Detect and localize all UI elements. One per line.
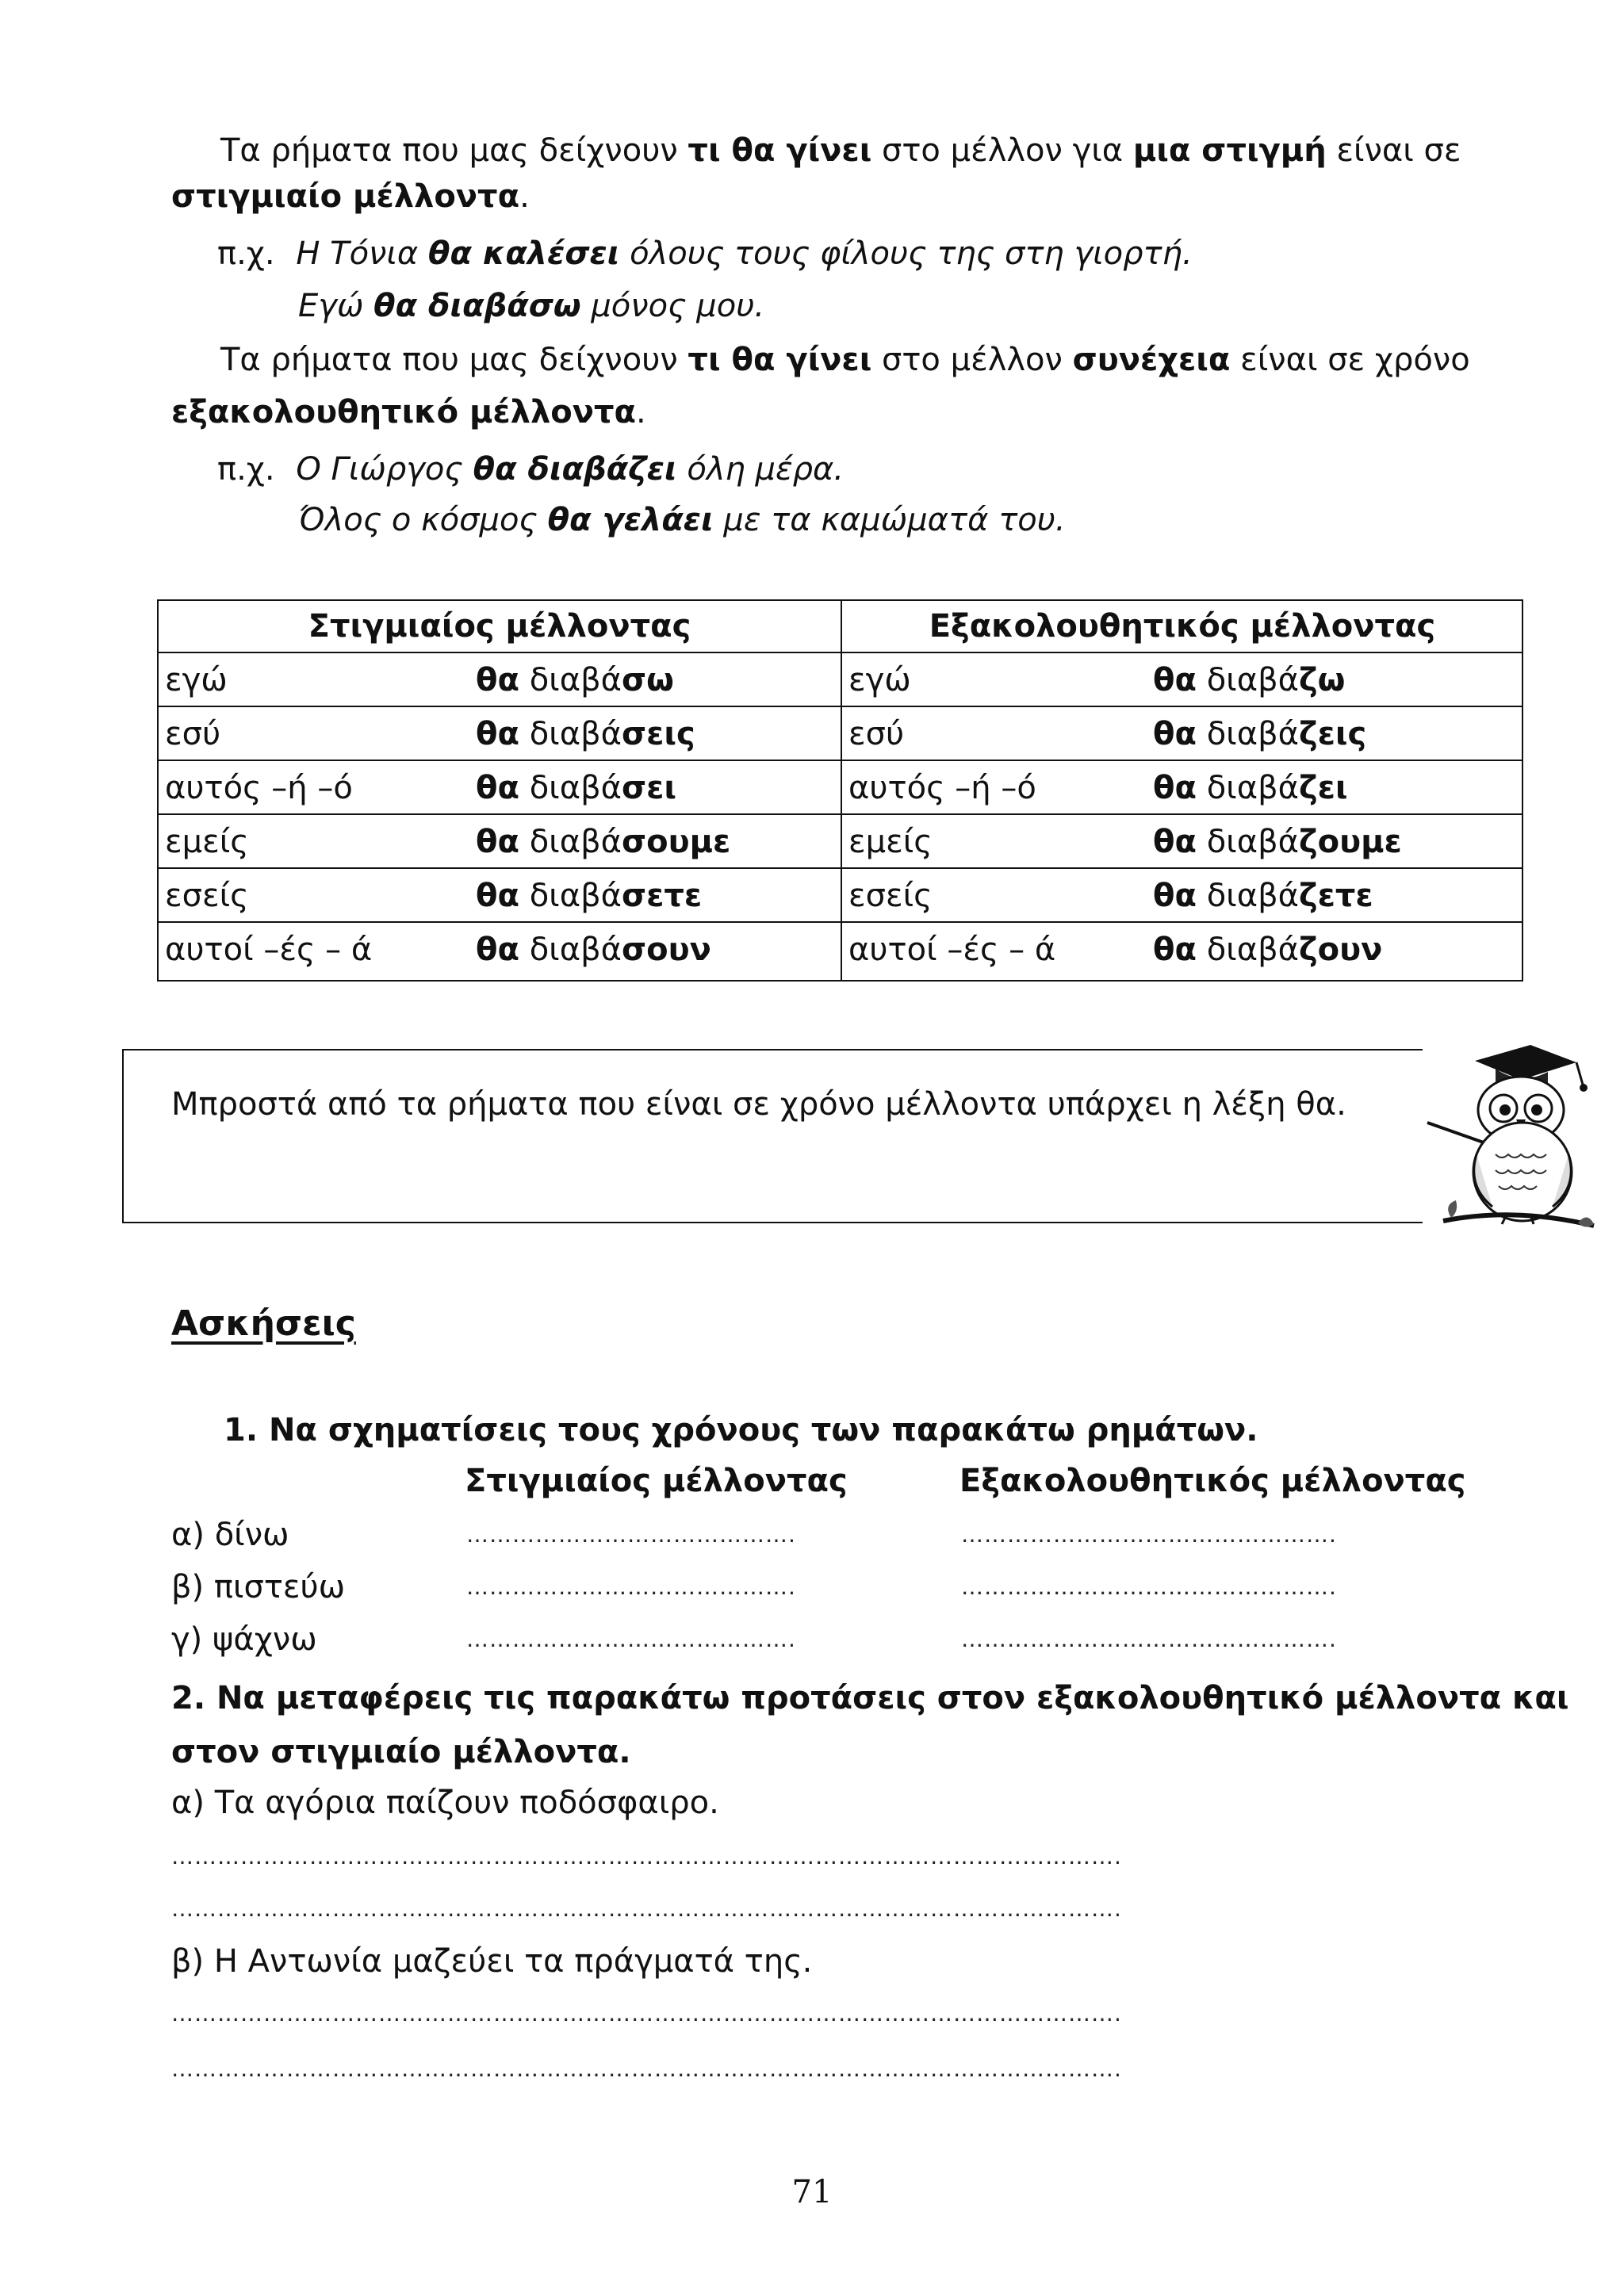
example-sentence: Ο Γιώργος θα διαβάζει όλη μέρα.: [296, 451, 845, 488]
exercise-2-title-line-1: 2. Να μεταφέρεις τις παρακάτω προτάσεις στον εξακολουθητικό μέλλοντα και: [171, 1680, 1569, 1716]
table-pronoun-right: εγώ: [848, 662, 911, 698]
answer-line[interactable]: …………………………………………………………………………………………………………….: [171, 2056, 1122, 2082]
table-pronoun-left: αυτοί –ές – ά: [165, 932, 373, 968]
table-verb-form-left: θα διαβάσεις: [476, 716, 695, 752]
table-pronoun-right: εμείς: [848, 824, 933, 860]
table-row-divider: [159, 652, 1522, 653]
example-label: π.χ.: [217, 235, 275, 272]
table-verb-form-left: θα διαβάσετε: [476, 878, 703, 914]
text: είναι σε: [1326, 132, 1461, 169]
exercise-1-item: β) πιστεύω: [171, 1569, 346, 1605]
owl-teacher-icon: [1419, 1027, 1602, 1234]
exercise-2-item-a: α) Τα αγόρια παίζουν ποδόσφαιρο.: [171, 1785, 719, 1821]
note-text: Μπροστά από τα ρήματα που είναι σε χρόνο μέλλοντα υπάρχει η λέξη θα.: [171, 1086, 1346, 1123]
table-pronoun-left: εσείς: [165, 878, 249, 914]
table-verb-form-right: θα διαβάζεις: [1153, 716, 1367, 752]
table-pronoun-left: εγώ: [165, 662, 228, 698]
intro-paragraph-1: [220, 130, 1461, 171]
table-verb-form-right: θα διαβάζει: [1153, 770, 1348, 806]
answer-line[interactable]: …………………………………………………………………………………………………………….: [171, 1843, 1122, 1869]
exercise-2-title-line-2: στον στιγμιαίο μέλλοντα.: [171, 1734, 631, 1770]
exercise-1-item: γ) ψάχνω: [171, 1621, 317, 1658]
emphasis: τι θα γίνει: [688, 132, 872, 169]
exercise-1-title: 1. Να σχηματίσεις τους χρόνους των παρακάτω ρημάτων.: [224, 1412, 1258, 1448]
exercise-1-item: α) δίνω: [171, 1517, 289, 1553]
table-row-divider: [159, 760, 1522, 761]
emphasis: τι θα γίνει: [688, 342, 872, 378]
table-verb-form-right: θα διαβάζετε: [1153, 878, 1373, 914]
answer-line[interactable]: …………………………………………………………………………………………………………….: [171, 2000, 1122, 2026]
term: στιγμιαίο μέλλοντα: [171, 178, 520, 215]
example-2-line-1: [217, 449, 844, 490]
text: Τα ρήματα που μας δείχνουν: [220, 342, 688, 378]
table-verb-form-left: θα διαβάσει: [476, 770, 676, 806]
note-box: [122, 1049, 1423, 1223]
table-column-divider: [841, 601, 842, 980]
answer-line[interactable]: …………………………………………………………………………………………………………….: [171, 1896, 1122, 1922]
answer-line-exakolouthitikos[interactable]: ………………………………………….: [961, 1521, 1337, 1548]
table-row-divider: [159, 921, 1522, 923]
exercise-1-col-right: Εξακολουθητικός μέλλοντας: [959, 1463, 1466, 1499]
table-verb-form-right: θα διαβάζουμε: [1153, 824, 1402, 860]
table-verb-form-left: θα διαβάσω: [476, 662, 674, 698]
header-stigmiaios: Στιγμιαίος μέλλοντας: [308, 608, 691, 645]
table-pronoun-left: εσύ: [165, 716, 221, 752]
table-pronoun-right: αυτοί –ές – ά: [848, 932, 1056, 968]
example-sentence: Η Τόνια θα καλέσει όλους τους φίλους της στη γιορτή.: [296, 235, 1193, 272]
text: .: [519, 178, 530, 215]
conjugation-table: [157, 599, 1523, 982]
exercise-2-item-b: β) Η Αντωνία μαζεύει τα πράγματά της.: [171, 1943, 813, 1980]
table-verb-form-left: θα διαβάσουν: [476, 932, 711, 968]
answer-line-exakolouthitikos[interactable]: ………………………………………….: [961, 1626, 1337, 1652]
term: εξακολουθητικό μέλλοντα: [171, 394, 637, 430]
text: Τα ρήματα που μας δείχνουν: [220, 132, 688, 169]
table-row-divider: [159, 706, 1522, 707]
intro-paragraph-2: [220, 339, 1470, 381]
table-row-divider: [159, 867, 1522, 869]
text: είναι σε χρόνο: [1230, 342, 1470, 378]
answer-line-stigmiaios[interactable]: …………………………………….: [466, 1521, 796, 1548]
text: .: [636, 394, 646, 430]
text: στο μέλλον: [871, 342, 1073, 378]
table-verb-form-left: θα διαβάσουμε: [476, 824, 731, 860]
table-pronoun-right: εσείς: [848, 878, 933, 914]
table-pronoun-left: αυτός –ή –ό: [165, 770, 353, 806]
table-pronoun-right: εσύ: [848, 716, 905, 752]
table-pronoun-right: αυτός –ή –ό: [848, 770, 1036, 806]
page-number: 71: [791, 2174, 833, 2210]
example-1-line-2: Εγώ θα διαβάσω μόνος μου.: [298, 288, 765, 324]
answer-line-exakolouthitikos[interactable]: ………………………………………….: [961, 1574, 1337, 1600]
answer-line-stigmiaios[interactable]: …………………………………….: [466, 1574, 796, 1600]
table-verb-form-right: θα διαβάζω: [1153, 662, 1346, 698]
answer-line-stigmiaios[interactable]: …………………………………….: [466, 1626, 796, 1652]
intro-paragraph-1-cont: [171, 176, 530, 217]
header-exakolouthitikos: Εξακολουθητικός μέλλοντας: [929, 608, 1436, 645]
exercise-1-col-left: Στιγμιαίος μέλλοντας: [465, 1463, 848, 1499]
text: στο μέλλον για: [871, 132, 1133, 169]
table-pronoun-left: εμείς: [165, 824, 249, 860]
intro-paragraph-2-cont: [171, 392, 646, 433]
table-row-divider: [159, 813, 1522, 815]
table-verb-form-right: θα διαβάζουν: [1153, 932, 1383, 968]
example-1-line-1: [217, 233, 1193, 274]
example-label: π.χ.: [217, 451, 275, 488]
example-2-line-2: Όλος ο κόσμος θα γελάει με τα καμώματά του.: [298, 502, 1066, 538]
exercises-title: Ασκήσεις: [171, 1303, 356, 1344]
emphasis: μια στιγμή: [1132, 132, 1327, 169]
emphasis: συνέχεια: [1072, 342, 1231, 378]
